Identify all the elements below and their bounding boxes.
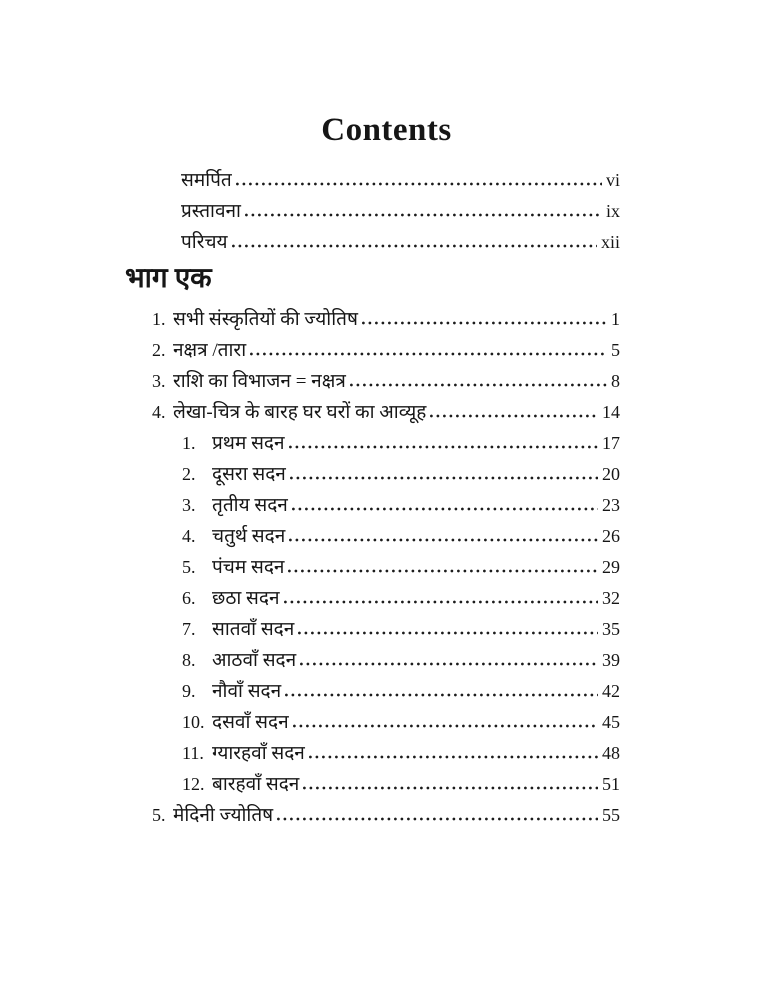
- toc-entry-label: मेदिनी ज्योतिष: [173, 805, 274, 826]
- dot-leader: [232, 244, 597, 248]
- toc-subentry: [182, 583, 620, 614]
- toc-entry-page: xii: [600, 232, 620, 252]
- toc-entry-number: 2.: [152, 340, 166, 360]
- toc-entry: [152, 800, 620, 831]
- toc-entry-number: 1.: [152, 309, 166, 329]
- toc-entry-number: 8.: [182, 650, 196, 670]
- front-matter-list: [181, 165, 620, 258]
- toc-entry-number: 7.: [182, 619, 196, 639]
- toc-entry: [152, 304, 620, 335]
- toc-entry-number: 1.: [182, 433, 196, 453]
- toc-entry: [152, 397, 620, 428]
- dot-leader: [300, 662, 598, 666]
- toc-entry-label: प्रस्तावना: [181, 201, 241, 222]
- dot-leader: [245, 213, 602, 217]
- page-title: Contents: [321, 112, 452, 148]
- toc-entry-page: 42: [602, 681, 620, 701]
- toc-entry-page: vi: [605, 170, 620, 190]
- toc-subentry: [182, 521, 620, 552]
- toc-entry-label: प्रथम सदन: [212, 433, 285, 454]
- toc-entry-label: लेखा-चित्र के बारह घर घरों का आव्यूह: [173, 402, 427, 423]
- toc-entry-number: 4.: [152, 402, 166, 422]
- dot-leader: [309, 755, 598, 759]
- toc-entry-page: 39: [602, 650, 620, 670]
- toc-entry: [181, 227, 620, 258]
- toc-entry-number: 3.: [182, 495, 196, 515]
- toc-entry-page: 29: [602, 557, 620, 577]
- toc-entry-number: 4.: [182, 526, 196, 546]
- dot-leader: [362, 321, 607, 325]
- dot-leader: [303, 786, 598, 790]
- toc-entry-number: 11.: [182, 743, 204, 763]
- dot-leader: [288, 569, 598, 573]
- toc-entry-page: 17: [602, 433, 620, 453]
- toc-entry-number: 3.: [152, 371, 166, 391]
- dot-leader: [289, 445, 598, 449]
- toc-entry-label: पंचम सदन: [212, 557, 285, 578]
- toc-entry-number: 9.: [182, 681, 196, 701]
- toc-entry: [152, 335, 620, 366]
- dot-leader: [250, 352, 607, 356]
- dot-leader: [298, 631, 598, 635]
- toc-entry-label: दूसरा सदन: [212, 464, 286, 485]
- toc-entry-label: नौवाँ सदन: [212, 681, 282, 702]
- dot-leader: [277, 817, 598, 821]
- dot-leader: [350, 383, 607, 387]
- toc-entry-label: बारहवाँ सदन: [212, 774, 300, 795]
- toc-entry-page: 5: [611, 340, 620, 360]
- toc-subentry: [182, 738, 620, 769]
- toc-subentry: [182, 707, 620, 738]
- dot-leader: [289, 538, 598, 542]
- toc-entry-label: आठवाँ सदन: [212, 650, 297, 671]
- dot-leader: [293, 724, 598, 728]
- toc-entry-page: ix: [605, 201, 620, 221]
- toc-entry-label: समर्पित: [181, 170, 232, 191]
- toc-entry-page: 48: [602, 743, 620, 763]
- toc-entry: [181, 196, 620, 227]
- toc-entry-page: 35: [602, 619, 620, 639]
- toc-entry-number: 10.: [182, 712, 205, 732]
- dot-leader: [290, 476, 598, 480]
- dot-leader: [236, 182, 602, 186]
- part-heading: भाग एक: [125, 263, 212, 294]
- toc-entry-number: 2.: [182, 464, 196, 484]
- toc-subentry: [182, 552, 620, 583]
- toc-subentry: [182, 614, 620, 645]
- toc-subentry: [182, 490, 620, 521]
- toc-entry-number: 5.: [182, 557, 196, 577]
- toc-entry-label: नक्षत्र /तारा: [173, 340, 247, 361]
- chapter-list: [152, 304, 620, 831]
- dot-leader: [430, 414, 598, 418]
- toc-entry-page: 32: [602, 588, 620, 608]
- toc-entry-page: 14: [602, 402, 620, 422]
- toc-entry-page: 8: [611, 371, 620, 391]
- toc-entry: [152, 366, 620, 397]
- toc-entry-label: तृतीय सदन: [212, 495, 288, 516]
- toc-subentry: [182, 459, 620, 490]
- dot-leader: [285, 693, 598, 697]
- toc-entry-label: दसवाँ सदन: [212, 712, 289, 733]
- toc-entry-page: 55: [602, 805, 620, 825]
- toc-subentry: [182, 769, 620, 800]
- toc-subentry: [182, 428, 620, 459]
- toc-entry-page: 51: [602, 774, 620, 794]
- toc-entry-label: राशि का विभाजन = नक्षत्र: [173, 371, 346, 392]
- toc-entry-label: परिचय: [181, 232, 228, 253]
- toc-entry-page: 1: [611, 309, 620, 329]
- toc-entry-number: 12.: [182, 774, 205, 794]
- toc-entry: [181, 165, 620, 196]
- toc-entry-label: चतुर्थ सदन: [212, 526, 286, 547]
- toc-entry-page: 26: [602, 526, 620, 546]
- toc-entry-label: छठा सदन: [212, 588, 280, 609]
- toc-entry-number: 5.: [152, 805, 166, 825]
- toc-entry-page: 45: [602, 712, 620, 732]
- toc-entry-label: ग्यारहवाँ सदन: [212, 743, 305, 764]
- toc-subentry: [182, 645, 620, 676]
- dot-leader: [284, 600, 598, 604]
- dot-leader: [292, 507, 598, 511]
- toc-entry-number: 6.: [182, 588, 196, 608]
- toc-subentry: [182, 676, 620, 707]
- toc-entry-label: सातवाँ सदन: [212, 619, 295, 640]
- toc-entry-page: 23: [602, 495, 620, 515]
- toc-entry-label: सभी संस्कृतियों की ज्योतिष: [173, 309, 358, 330]
- toc-entry-page: 20: [602, 464, 620, 484]
